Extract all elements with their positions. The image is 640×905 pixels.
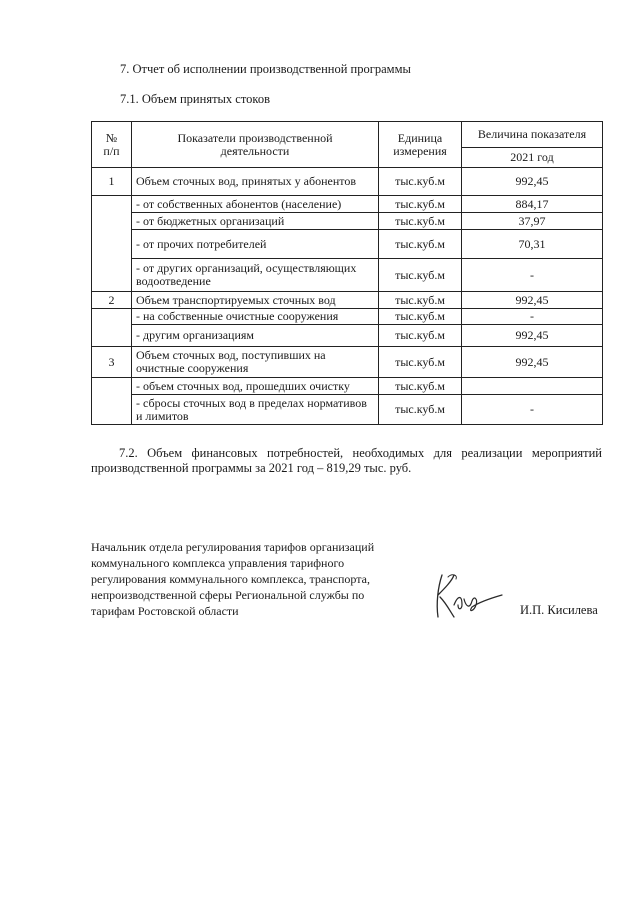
row-num: 3 (92, 347, 132, 378)
row-unit: тыс.куб.м (379, 309, 462, 325)
row-label: - на собственные очистные сооружения (132, 309, 379, 325)
position-line: Начальник отдела регулирования тарифов организаций (91, 540, 375, 554)
row-label: - от других организаций, осуществляющих водоотведение (132, 259, 379, 292)
table-row (92, 196, 603, 213)
row-value: - (462, 309, 603, 325)
row-unit: тыс.куб.м (379, 325, 462, 347)
header-unit-line2: измерения (393, 143, 447, 158)
header-num-line1: № (105, 130, 118, 145)
section-heading: 7. Отчет об исполнении производственной программы (120, 62, 411, 76)
row-value: 70,31 (462, 230, 603, 259)
row-num-empty (92, 378, 132, 425)
position-line: непроизводственной сферы Региональной службы по (91, 588, 365, 602)
row-value: - (462, 395, 603, 425)
row-value: 992,45 (462, 347, 603, 378)
row-unit: тыс.куб.м (379, 259, 462, 292)
row-label: Объем транспортируемых сточных вод (132, 292, 379, 309)
row-num: 2 (92, 292, 132, 309)
row-unit: тыс.куб.м (379, 230, 462, 259)
header-year: 2021 год (462, 148, 603, 168)
header-unit-line1: Единица (397, 130, 443, 145)
row-label: Объем сточных вод, принятых у абонентов (132, 168, 379, 196)
row-num-empty (92, 309, 132, 347)
signature-position-block (91, 539, 421, 619)
row-value: 992,45 (462, 292, 603, 309)
row-value: 992,45 (462, 168, 603, 196)
table-row (92, 347, 603, 378)
table-row (92, 309, 603, 325)
header-value-title: Величина показателя (462, 122, 603, 148)
row-unit: тыс.куб.м (379, 292, 462, 309)
table-row (92, 168, 603, 196)
row-unit: тыс.куб.м (379, 347, 462, 378)
row-value: 37,97 (462, 213, 603, 230)
row-value: - (462, 259, 603, 292)
position-line: регулирования коммунального комплекса, транспорта, (91, 572, 370, 586)
header-unit (379, 122, 462, 168)
row-label: - объем сточных вод, прошедших очистку (132, 378, 379, 395)
row-value: 884,17 (462, 196, 603, 213)
row-label: Объем сточных вод, поступивших на очистные сооружения (132, 347, 379, 378)
row-unit: тыс.куб.м (379, 168, 462, 196)
table-row (92, 292, 603, 309)
row-label: - от собственных абонентов (население) (132, 196, 379, 213)
handwritten-signature (428, 565, 508, 625)
row-unit: тыс.куб.м (379, 196, 462, 213)
header-indicator (132, 122, 379, 168)
table-row (92, 230, 603, 259)
table-row (92, 213, 603, 230)
row-value (462, 378, 603, 395)
wastewater-volume-table (91, 121, 603, 425)
header-num (92, 122, 132, 168)
position-line: тарифам Ростовской области (91, 604, 239, 618)
header-indicator-line1: Показатели производственной (177, 130, 333, 145)
row-num: 1 (92, 168, 132, 196)
header-num-line2: п/п (103, 143, 120, 158)
table-row (92, 259, 603, 292)
position-line: коммунального комплекса управления тарифного (91, 556, 345, 570)
header-indicator-line2: деятельности (220, 143, 290, 158)
table-row (92, 325, 603, 347)
table-row (92, 395, 603, 425)
row-num-empty (92, 196, 132, 292)
row-label: - от бюджетных организаций (132, 213, 379, 230)
subsection-heading: 7.1. Объем принятых стоков (120, 92, 270, 106)
row-value: 992,45 (462, 325, 603, 347)
row-unit: тыс.куб.м (379, 213, 462, 230)
table-row (92, 378, 603, 395)
row-unit: тыс.куб.м (379, 378, 462, 395)
row-label: - другим организациям (132, 325, 379, 347)
financial-needs-paragraph: 7.2. Объем финансовых потребностей, необходимых для реализации мероприятий производственной программы за 2021 год – 819,29 тыс. руб. (91, 446, 602, 475)
signer-name: И.П. Кисилева (520, 603, 598, 617)
row-label: - сбросы сточных вод в пределах нормативов и лимитов (132, 395, 379, 425)
row-unit: тыс.куб.м (379, 395, 462, 425)
row-label: - от прочих потребителей (132, 230, 379, 259)
